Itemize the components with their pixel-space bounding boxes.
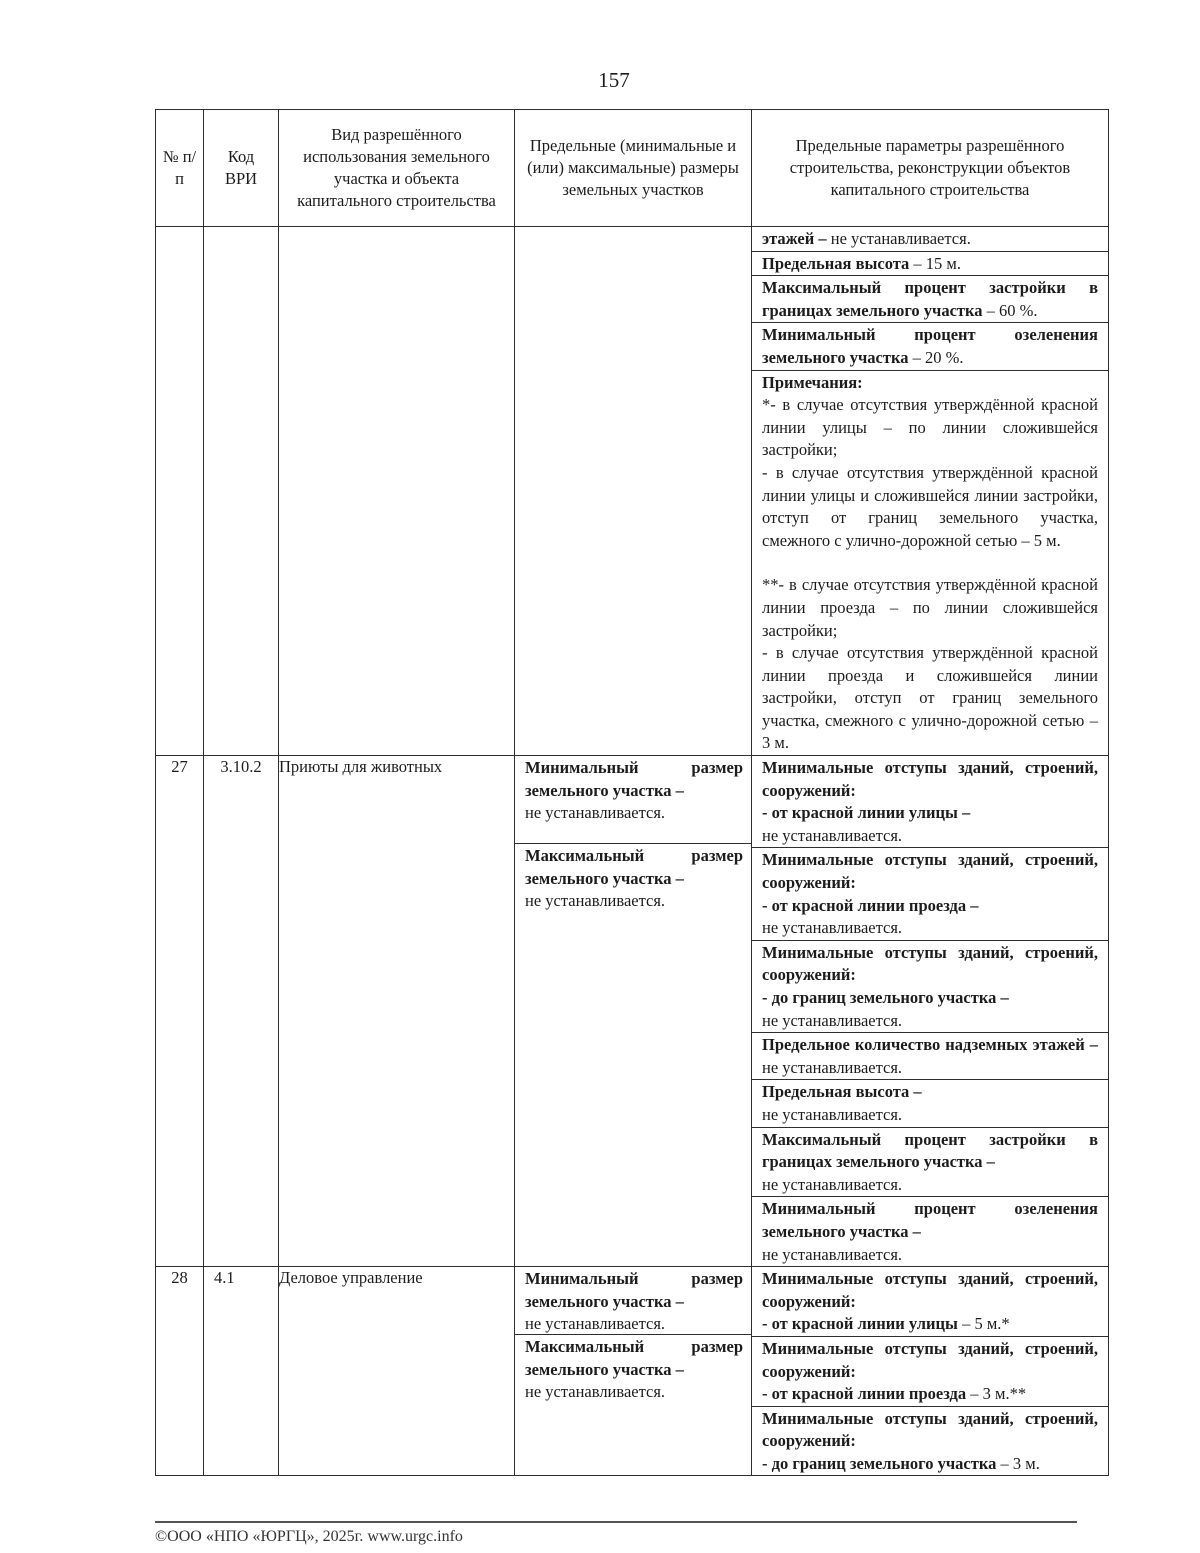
cell-code: 4.1 [204,1267,279,1476]
param-setback-street: Минимальные отступы зданий, строений, сооружений: - от красной линии улицы – не устанавливается. [752,756,1108,848]
header-vid: Вид разрешённого использования земельного участка и объекта капитального строительства [279,110,515,227]
header-code: Код ВРИ [204,110,279,227]
note-4: - в случае отсутствия утверждённой красной линии проезда и сложившейся линии застройки, отступ от границ земельного участка, смежного с улично-дорожной сетью – 3 м. [762,643,1098,753]
note-1: *- в случае отсутствия утверждённой красной линии улицы – по линии сложившейся застройки; [762,395,1098,460]
notes [752,371,1108,756]
cell-num: 28 [156,1267,204,1476]
param-setback-boundary: Минимальные отступы зданий, строений, сооружений: - до границ земельного участка – 3 м. [762,1408,1098,1473]
param-min-green-percent: Минимальный процент озеленения земельного участка – 20 %. [752,323,1108,370]
param-max-building-percent: Максимальный процент застройки в границах земельного участка – 60 %. [752,276,1108,323]
size-min: Минимальный размер земельного участка – не устанавливается. [525,1269,743,1334]
param-max-building-percent: Максимальный процент застройки в границах земельного участка – не устанавливается. [752,1128,1108,1198]
size-min: Минимальный размер земельного участка – не устанавливается. [525,758,743,823]
table-row-27 [156,756,1109,1267]
param-setback-passage: Минимальные отступы зданий, строений, сооружений: - от красной линии проезда – не устанавливается. [752,848,1108,940]
note-3: **- в случае отсутствия утверждённой красной линии проезда – по линии сложившейся застройки; [762,575,1098,640]
header-num: № п/п [156,110,204,227]
table-header-row [156,110,1109,227]
header-params: Предельные параметры разрешённого строительства, реконструкции объектов капитального строительства [752,110,1109,227]
footer-divider [155,1521,1077,1523]
size-max: Максимальный размер земельного участка – не устанавливается. [515,1334,751,1404]
cell-vid [279,227,515,756]
table-row-28 [156,1267,1109,1476]
page-number: 157 [598,68,630,92]
table-row-continuation [156,227,1109,756]
param-setback-boundary: Минимальные отступы зданий, строений, сооружений: - до границ земельного участка – не устанавливается. [752,941,1108,1033]
cell-params [752,227,1109,756]
footer-copyright: ©ООО «НПО «ЮРГЦ», 2025г. www.urgc.info [155,1528,463,1545]
param-min-green-percent: Минимальный процент озеленения земельного участка – не устанавливается. [762,1199,1098,1264]
note-2: - в случае отсутствия утверждённой красной линии улицы и сложившейся линии застройки, отступ от границ земельного участка, смежного с улично-дорожной сетью – 5 м. [762,462,1098,550]
cell-num: 27 [156,756,204,1267]
cell-params [752,1267,1109,1476]
param-floors-continued: этажей – не устанавливается. [752,227,1108,252]
param-setback-street: Минимальные отступы зданий, строений, сооружений: - от красной линии улицы – 5 м.* [752,1267,1108,1337]
cell-params [752,756,1109,1267]
cell-vid: Приюты для животных [279,756,515,1267]
notes-title: Примечания: [762,372,863,392]
param-max-height: Предельная высота – 15 м. [752,252,1108,277]
param-max-height: Предельная высота – не устанавливается. [752,1080,1108,1127]
param-max-floors: Предельное количество надземных этажей – не устанавливается. [752,1033,1108,1080]
cell-num [156,227,204,756]
param-setback-passage: Минимальные отступы зданий, строений, сооружений: - от красной линии проезда – 3 м.** [752,1337,1108,1407]
header-sizes: Предельные (минимальные и (или) максимальные) размеры земельных участков [515,110,752,227]
cell-vid: Деловое управление [279,1267,515,1476]
cell-code [204,227,279,756]
regulations-table [155,109,1109,1476]
cell-sizes [515,227,752,756]
cell-sizes [515,1267,752,1476]
cell-sizes [515,756,752,1267]
cell-code: 3.10.2 [204,756,279,1267]
size-max: Максимальный размер земельного участка – не устанавливается. [515,843,751,913]
